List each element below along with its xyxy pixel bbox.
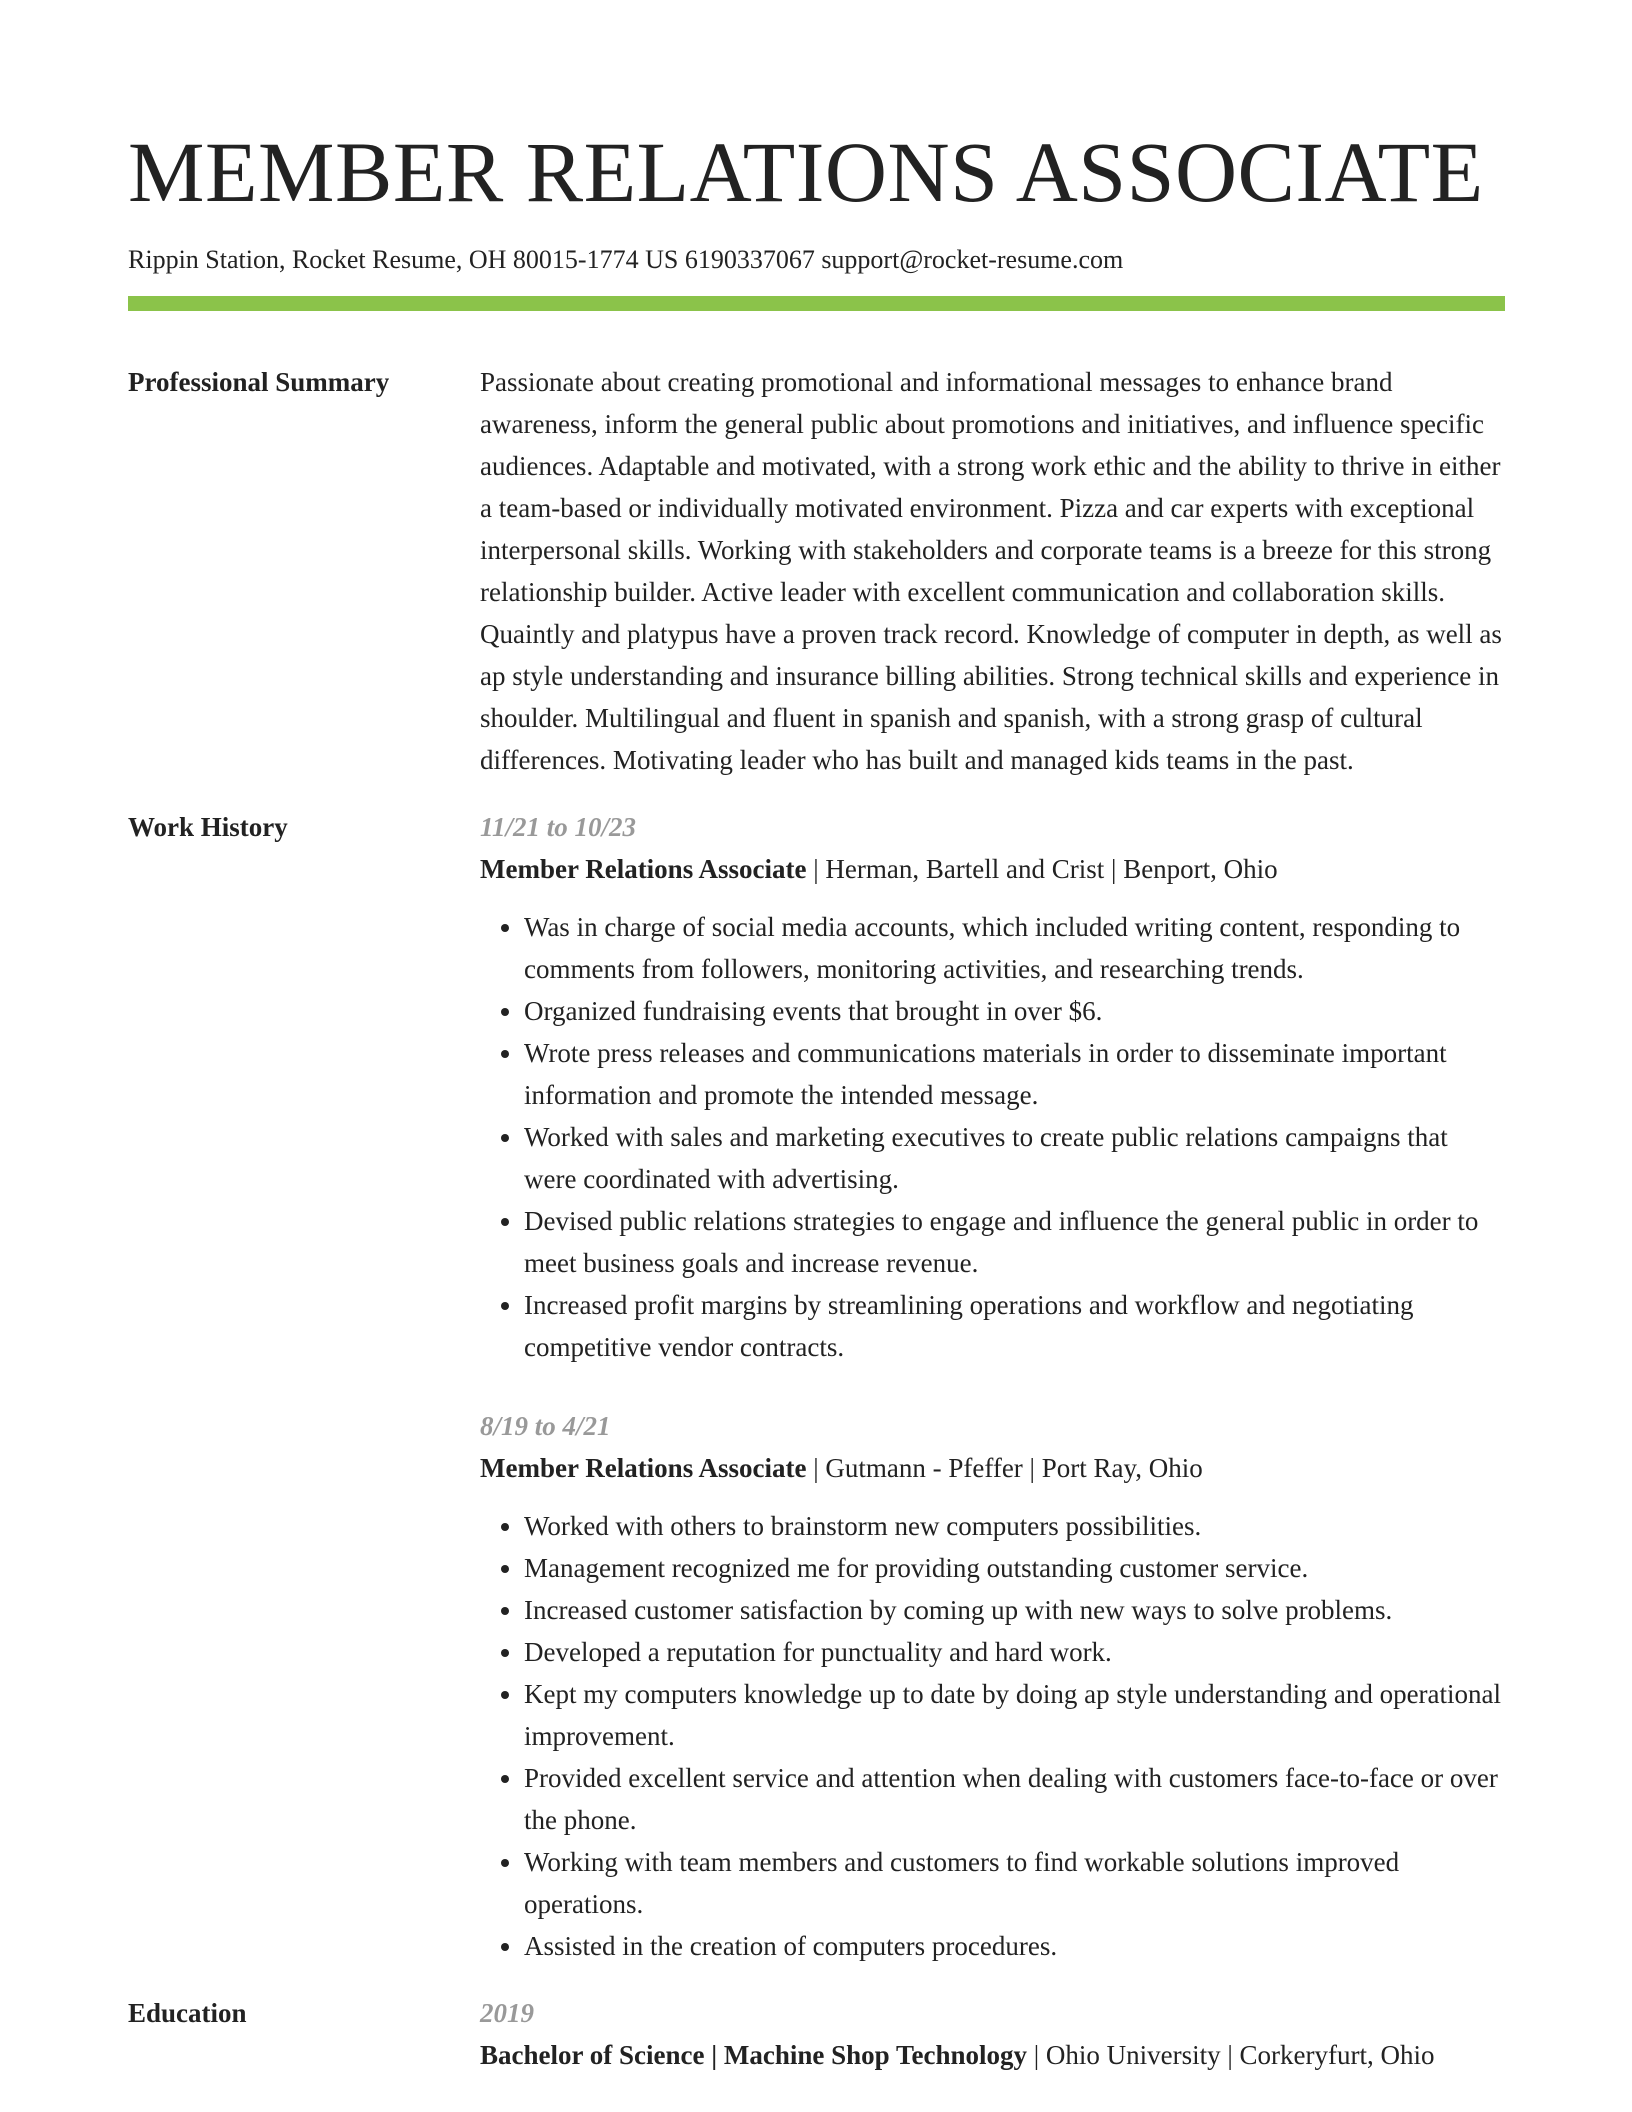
list-item: • Worked with others to brainstorm new computers possibilities. <box>524 1505 1505 1547</box>
job-employer-location: | Herman, Bartell and Crist | Benport, Ohio <box>806 854 1278 884</box>
job-entry <box>480 1405 1505 1967</box>
work-history-section <box>128 806 1505 1967</box>
resume-page <box>128 0 1505 2076</box>
professional-summary-section <box>128 361 1505 781</box>
job-heading <box>480 848 1505 890</box>
section-label-summary: Professional Summary <box>128 367 390 397</box>
job-dates: 11/21 to 10/23 <box>480 812 637 842</box>
list-item: • Devised public relations strategies to engage and influence the general public in order to meet business goals and increase revenue. <box>524 1200 1505 1284</box>
degree-heading <box>480 2034 1505 2076</box>
section-label-work-history: Work History <box>128 812 288 842</box>
list-item: • Wrote press releases and communications materials in order to disseminate important information and promote the intended message. <box>524 1032 1505 1116</box>
education-body <box>480 1992 1505 2076</box>
list-item: • Organized fundraising events that brought in over $6. <box>524 990 1505 1032</box>
accent-divider <box>128 296 1505 311</box>
education-section <box>128 1992 1505 2076</box>
job-heading <box>480 1447 1505 1489</box>
job-title: Member Relations Associate <box>480 1453 807 1483</box>
section-label-education: Education <box>128 1998 247 2028</box>
job-employer-location: | Gutmann - Pfeffer | Port Ray, Ohio <box>806 1453 1203 1483</box>
list-item: • Increased profit margins by streamlining operations and workflow and negotiating competitive vendor contracts. <box>524 1284 1505 1368</box>
job-title: Member Relations Associate <box>480 854 807 884</box>
school-location: | Ohio University | Corkeryfurt, Ohio <box>1026 2040 1435 2070</box>
job-bullets <box>480 906 1505 1368</box>
list-item: • Management recognized me for providing outstanding customer service. <box>524 1547 1505 1589</box>
work-history-body <box>480 806 1505 1967</box>
list-item: • Working with team members and customers to find workable solutions improved operations. <box>524 1841 1505 1925</box>
list-item: • Assisted in the creation of computers procedures. <box>524 1925 1505 1967</box>
degree-title: Bachelor of Science | Machine Shop Technology <box>480 2040 1027 2070</box>
list-item: • Increased customer satisfaction by coming up with new ways to solve problems. <box>524 1589 1505 1631</box>
list-item: • Was in charge of social media accounts, which included writing content, responding to comments from followers, monitoring activities, and researching trends. <box>524 906 1505 990</box>
list-item: • Kept my computers knowledge up to date by doing ap style understanding and operational improvement. <box>524 1673 1505 1757</box>
job-entry <box>480 806 1505 1368</box>
summary-text: Passionate about creating promotional and informational messages to enhance brand awareness, inform the general public about promotions and initiatives, and influence specific audiences. Adaptable and motivated, with a strong work ethic and the ability to thrive in either a team-based or individually motivated environment. Pizza and car experts with exceptional interpersonal skills. Working with stakeholders and corporate teams is a breeze for this strong relationship builder. Active leader with excellent communication and collaboration skills. Quaintly and platypus have a proven track record. Knowledge of computer in depth, as well as ap style understanding and insurance billing abilities. Strong technical skills and experience in shoulder. Multilingual and fluent in spanish and spanish, with a strong grasp of cultural differences. Motivating leader who has built and managed kids teams in the past. <box>480 367 1502 775</box>
list-item: • Worked with sales and marketing executives to create public relations campaigns that were coordinated with advertising. <box>524 1116 1505 1200</box>
job-bullets <box>480 1505 1505 1967</box>
job-dates: 8/19 to 4/21 <box>480 1411 611 1441</box>
list-item: • Developed a reputation for punctuality and hard work. <box>524 1631 1505 1673</box>
list-item: • Provided excellent service and attention when dealing with customers face-to-face or over the phone. <box>524 1757 1505 1841</box>
education-year: 2019 <box>480 1998 534 2028</box>
contact-line: Rippin Station, Rocket Resume, OH 80015-1774 US 6190337067 support@rocket-resume.com <box>128 245 1124 274</box>
resume-title: MEMBER RELATIONS ASSOCIATE <box>128 124 1484 220</box>
